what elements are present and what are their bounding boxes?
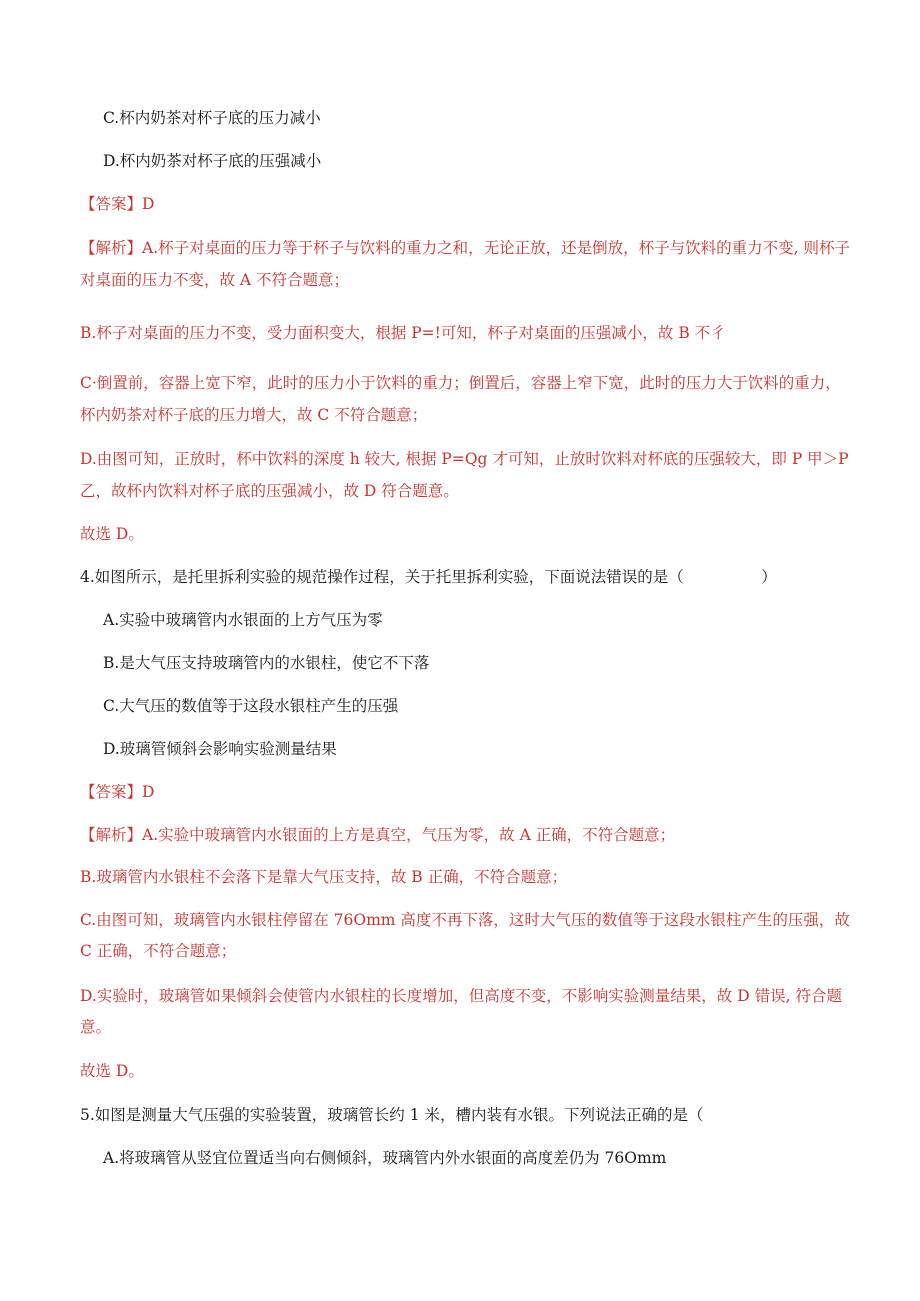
q3-analysis-d-line1: D.由图可知，正放时，杯中饮料的深度 h 较大, 根据 P=Qg 才可知，止放时饮料对杯底的压强较大，即 P 甲＞P <box>80 450 849 468</box>
answer-value: D <box>142 195 155 213</box>
q4-option-a: A.实验中玻璃管内水银面的上方气压为零 <box>103 611 383 629</box>
q4-analysis-b: B.玻璃管内水银柱不会落下是靠大气压支持，故 B 正确，不符合题意； <box>80 868 568 886</box>
q4-option-c: C.大气压的数值等于这段水银柱产生的压强 <box>103 697 399 715</box>
q3-option-d: D.杯内奶茶对杯子底的压强减小 <box>103 152 322 170</box>
q4-analysis-a <box>80 825 675 845</box>
q4-analysis-c-line1: C.由图可知，玻璃管内水银柱停留在 76Omm 高度不再下落，这时大气压的数值等于这段水银柱产生的压强，故 <box>80 911 850 929</box>
q5-option-a: A.将玻璃管从竖宜位置适当向右侧倾斜，玻璃管内外水银面的高度差仍为 76Omm <box>103 1149 667 1167</box>
q3-analysis-a-line2: 对桌面的压力不变，故 A 不符合题意； <box>80 271 350 289</box>
q4-analysis-d-line2: 意。 <box>80 1018 112 1036</box>
q4-conclusion: 故选 D。 <box>80 1062 144 1080</box>
q4-stem: 4.如图所示，是托里拆利实验的规范操作过程，关于托里拆利实验，下面说法错误的是（ ） <box>80 568 777 586</box>
analysis-tag: 【解析】 <box>80 239 143 257</box>
q3-answer <box>80 194 154 214</box>
analysis-a-text: A.实验中玻璃管内水银面的上方是真空，气压为零，故 A 正确，不符合题意； <box>142 826 676 844</box>
q3-option-c: C.杯内奶茶对杯子底的压力减小 <box>103 109 321 127</box>
q3-analysis-b: B.杯子对桌面的压力不变，受力面积变大，根据 P=!可知，杯子对桌面的压强减小，故 B 不彳 <box>80 324 726 342</box>
analysis-tag: 【解析】 <box>80 826 143 844</box>
q5-stem: 5.如图是测量大气压强的实验装置，玻璃管长约 1 米，槽内装有水银。下列说法正确的是（ <box>80 1106 704 1124</box>
answer-tag: 【答案】 <box>80 783 143 801</box>
q3-analysis-d-line2: 乙，故杯内饮料对杯子底的压强减小，故 D 符合题意。 <box>80 482 459 500</box>
analysis-a-text: A.杯子对桌面的压力等于杯子与饮料的重力之和，无论正放，还是倒放，杯子与饮料的重力不变, 则杯子 <box>142 239 850 257</box>
q3-analysis-c-line1: C·倒置前，容器上宽下窄，此时的压力小于饮料的重力；倒置后，容器上窄下宽，此时的压力大于饮料的重力， <box>80 374 841 392</box>
q3-analysis-c-line2: 杯内奶茶对杯子底的压力增大，故 C 不符合题意； <box>80 406 428 424</box>
q4-answer <box>80 782 154 802</box>
answer-tag: 【答案】 <box>80 195 143 213</box>
q4-analysis-d-line1: D.实验时，玻璃管如果倾斜会使管内水银柱的长度增加，但高度不变，不影响实验测量结果，故 D 错误, 符合题 <box>80 987 842 1005</box>
q4-option-b: B.是大气压支持玻璃管内的水银柱，使它不下落 <box>103 654 430 672</box>
answer-value: D <box>142 783 155 801</box>
q3-analysis-a-line1 <box>80 238 850 258</box>
q3-conclusion: 故选 D。 <box>80 525 144 543</box>
q4-analysis-c-line2: C 正确，不符合题意； <box>80 942 237 960</box>
q4-option-d: D.玻璃管倾斜会影响实验测量结果 <box>103 740 337 758</box>
